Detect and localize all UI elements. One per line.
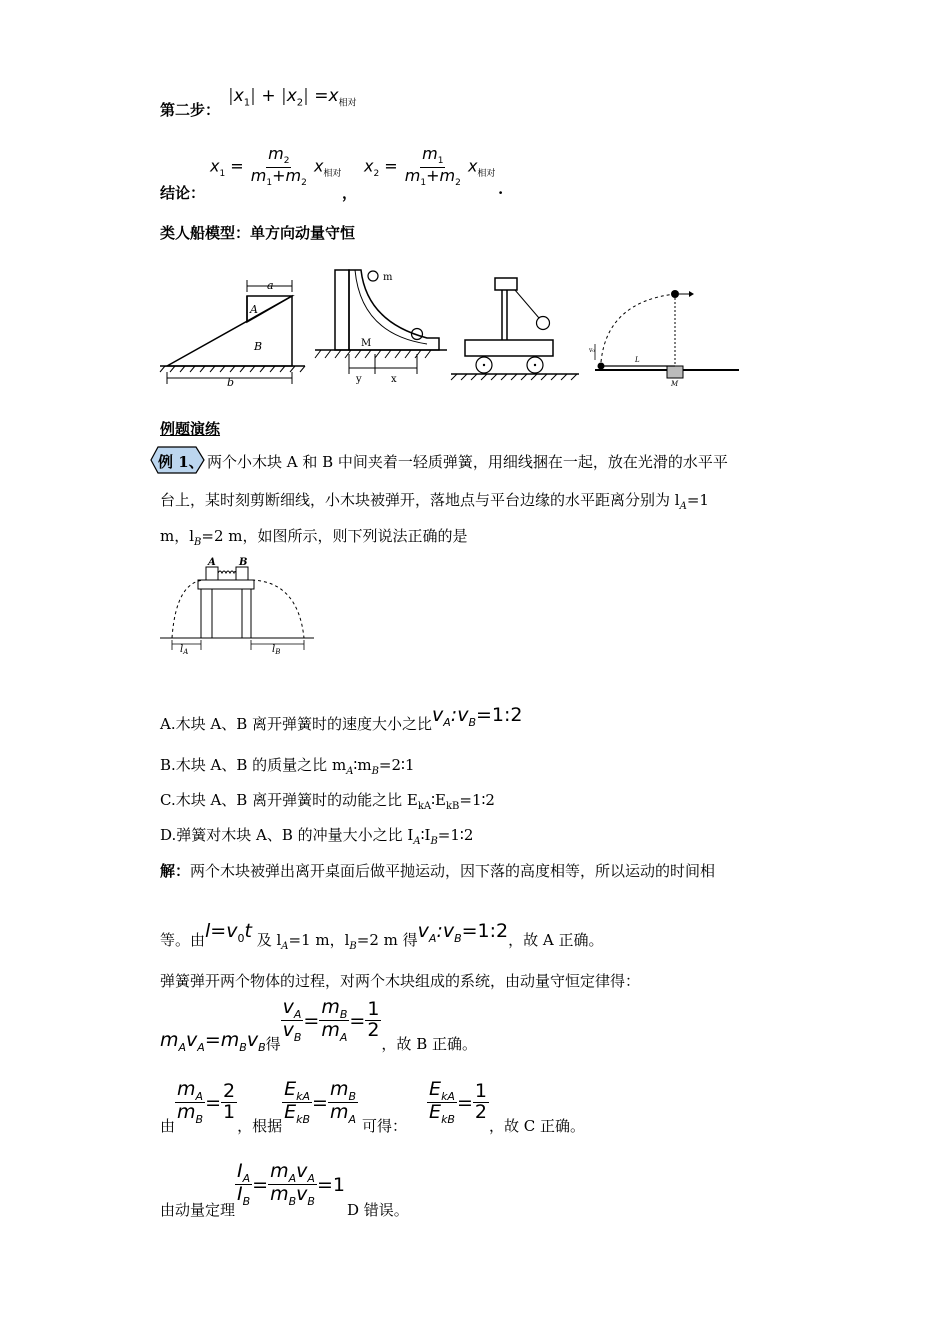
- option-d: D.弹簧对木块 A、B 的冲量大小之比 $I_A∶I_B=1∶2$: [160, 826, 474, 847]
- solution-line4-fractions: $\frac{v_A}{v_B}$ = $\frac{m_B}{m_A}$ = $\frac{1}{2}$: [282, 996, 380, 1045]
- solution-line2-math2: $v_A:v_B=1:2$: [417, 920, 509, 945]
- conclusion-formula-1: $x_1$ = $\frac{m_2}{m_1+m_2}$ $x_{相对}$: [210, 144, 342, 188]
- curved-track-figure: [315, 270, 447, 385]
- example-line-3: m，$l_B=2$ m，如图所示，则下列说法正确的是: [160, 527, 468, 548]
- option-a-math: $v_A:v_B=1:2$: [432, 704, 523, 729]
- conclusion-period: .: [498, 180, 504, 198]
- example-line-2: 台上，某时刻剪断细线，小木块被弹开，落地点与平台边缘的水平距离分别为 $l_A=1$: [160, 491, 709, 512]
- circular-sled-figure: [588, 290, 739, 388]
- wedge-figure: [160, 279, 305, 389]
- svg-text:b: b: [227, 376, 235, 389]
- solution-line4-momentum: $m_Av_A=m_Bv_B$: [160, 1028, 266, 1054]
- solution-line5-frac2: $\frac{E_{kA}}{E_{kB}}$ = $\frac{m_B}{m_A}$: [284, 1078, 357, 1127]
- solution-line6-frac: $\frac{I_A}{I_B}$ = $\frac{m_Av_A}{m_Bv_B}$ =1: [237, 1160, 345, 1209]
- step2-label: 第二步：: [160, 101, 221, 119]
- model-heading: 类人船模型：单方向动量守恒: [160, 224, 356, 242]
- svg-text:B: B: [254, 340, 263, 353]
- conclusion-label: 结论：: [160, 184, 206, 202]
- svg-text:v₀: v₀: [589, 347, 595, 354]
- section-heading: 例题演练: [160, 420, 221, 438]
- svg-text:L: L: [635, 356, 640, 364]
- solution-line-3: 弹簧弹开两个物体的过程，对两个木块组成的系统，由动量守恒定律得：: [160, 972, 641, 990]
- conclusion-formula-2: $x_2$ = $\frac{m_1}{m_1+m_2}$ $x_{相对}$: [364, 144, 496, 188]
- option-a: A.木块 A、B 离开弹簧时的速度大小之比$v_A:v_B=1:2$: [160, 704, 523, 733]
- solution-line-2: 等。由$l=v_0t$ 及 $l_A=1$ m，$l_B=2$ m 得$v_A:v_B=1:2$，故 A 正确。: [160, 920, 604, 952]
- example-figure: [158, 556, 318, 658]
- svg-text:m: m: [383, 272, 393, 283]
- svg-text:a: a: [267, 279, 274, 292]
- svg-text:x: x: [391, 374, 397, 385]
- model-figures: [155, 262, 745, 392]
- example-line-1: 两个小木块 A 和 B 中间夹着一轻质弹簧，用细线捆在一起，放在光滑的水平平: [207, 453, 728, 471]
- svg-text:M: M: [361, 338, 372, 349]
- cart-pendulum-figure: [451, 278, 579, 380]
- svg-text:A: A: [250, 303, 258, 316]
- step2-formula: $|x_1| + |x_2| =x_{相对}$: [228, 86, 357, 109]
- solution-line2-math1: $l=v_0t$: [205, 920, 252, 945]
- solution-line-1: 解：两个木块被弹出离开桌面后做平抛运动，因下落的高度相等，所以运动的时间相: [160, 862, 716, 880]
- svg-text:B: B: [239, 557, 248, 568]
- svg-text:y: y: [356, 374, 362, 385]
- solution-line5-frac3: $\frac{E_{kA}}{E_{kB}}$ = $\frac{1}{2}$: [429, 1078, 487, 1127]
- svg-text:A: A: [208, 557, 216, 568]
- option-b: B.木块 A、B 的质量之比 $m_A∶m_B=2∶1$: [160, 756, 415, 777]
- option-c: C.木块 A、B 离开弹簧时的动能之比 $E_{kA}∶E_{kB}=1∶2$: [160, 791, 495, 812]
- svg-text:lB: $l_B$: [272, 644, 281, 656]
- solution-line-6: 由动量定理 $\frac{I_A}{I_B}$ = $\frac{m_Av_A}{m_Bv_B}$ =1 D 错误。: [160, 1160, 409, 1219]
- svg-text:lA: $l_A$: [180, 644, 189, 656]
- example-badge-label: 例 1、: [158, 453, 204, 471]
- solution-line-5: 由 $\frac{m_A}{m_B}$ = $\frac{2}{1}$ ，根据 $\frac{E_{kA}}{E_{kB}}$ = $\frac{m_B}{m_A}$ 可得： $\frac{E_{kA}}{E_{kB}}$ = $\frac{1}{2}$ ，故 C 正确。: [160, 1078, 586, 1135]
- solution-line-4: $m_Av_A=m_Bv_B$ 得 $\frac{v_A}{v_B}$ = $\frac{m_B}{m_A}$ = $\frac{1}{2}$ ，故 B 正确。: [160, 996, 477, 1054]
- svg-text:M: M: [671, 380, 679, 388]
- conclusion-comma: ，: [342, 184, 358, 202]
- solution-line5-frac1: $\frac{m_A}{m_B}$ = $\frac{2}{1}$: [177, 1078, 236, 1127]
